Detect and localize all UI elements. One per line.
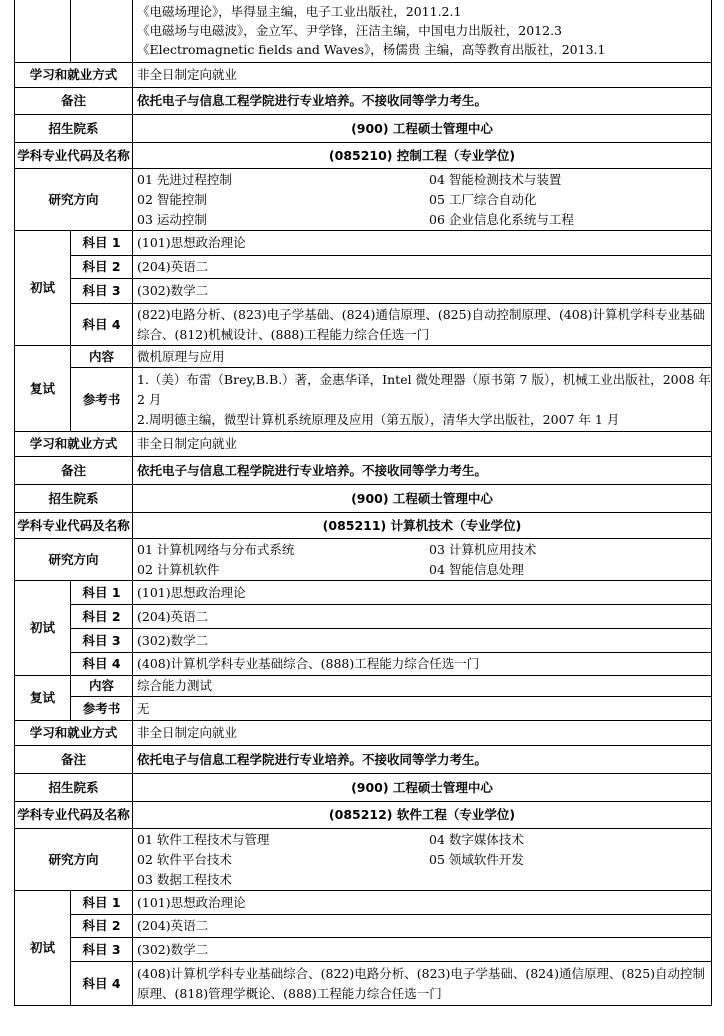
prev-reference-row <box>15 0 712 63</box>
reference-book: 1.（美）布雷（Brey,B.B.）著，金惠华译，Intel 微处理器（原书第 7 版），机械工业出版社，2008 年 2 月 <box>137 371 711 407</box>
reference-book: 2.周明德主编，微型计算机系统原理及应用（第五版），清华大学出版社，2007 年 1 月 <box>137 411 620 427</box>
directions-row <box>15 169 712 231</box>
subject1-row <box>15 581 712 605</box>
subject4-row <box>15 653 712 676</box>
subject1-label: 科目 1 <box>71 581 133 605</box>
study-mode-label: 学习和就业方式 <box>15 63 133 88</box>
study-mode-value: 非全日制定向就业 <box>133 721 712 746</box>
retest-content-row <box>15 346 712 368</box>
subject3-label: 科目 3 <box>71 629 133 653</box>
retest-content-value: 综合能力测试 <box>133 676 712 697</box>
retest-books-value <box>133 368 712 432</box>
reference-label: 参考书 <box>71 697 133 721</box>
college-value: (900) 工程硕士管理中心 <box>133 485 712 513</box>
content-label: 内容 <box>71 346 133 368</box>
subject2-value: (204)英语二 <box>133 605 712 629</box>
directions-label: 研究方向 <box>15 169 133 231</box>
subject4-value: (408)计算机学科专业基础综合、(888)工程能力综合任选一门 <box>133 653 712 676</box>
prev-remark-row <box>15 88 712 115</box>
study-mode-value: 非全日制定向就业 <box>133 432 712 457</box>
reference-label: 参考书 <box>71 368 133 432</box>
subject1-value: (101)思想政治理论 <box>133 891 712 915</box>
study-mode-label: 学习和就业方式 <box>15 432 133 457</box>
direction-item: 02 软件平台技术 <box>137 851 232 867</box>
college-row <box>15 115 712 143</box>
direction-item: 02 计算机软件 <box>137 561 220 577</box>
college-row <box>15 485 712 513</box>
directions-label: 研究方向 <box>15 539 133 581</box>
retest-label: 复试 <box>15 676 71 721</box>
direction-item: 03 运动控制 <box>137 211 207 227</box>
retest-books-row <box>15 368 712 432</box>
subject4-value: (822)电路分析、(823)电子学基础、(824)通信原理、(825)自动控制原理、(408)计算机学科专业基础综合、(812)机械设计、(888)工程能力综合任选一门 <box>133 304 712 346</box>
subject2-label: 科目 2 <box>71 256 133 279</box>
direction-item: 03 数据工程技术 <box>137 871 232 887</box>
direction-item: 03 计算机应用技术 <box>429 541 537 557</box>
direction-item: 04 智能检测技术与装置 <box>429 171 562 187</box>
remark-value: 依托电子与信息工程学院进行专业培养。不接收同等学力考生。 <box>133 88 712 115</box>
subject2-label: 科目 2 <box>71 605 133 629</box>
content-label: 内容 <box>71 676 133 697</box>
subject3-value: (302)数学二 <box>133 279 712 304</box>
subject2-row <box>15 605 712 629</box>
remark-value: 依托电子与信息工程学院进行专业培养。不接收同等学力考生。 <box>133 746 712 774</box>
prev-reference-books: 《电磁场理论》，毕得显主编，电子工业出版社，2011.2.1 《电磁场与电磁波》，金立军、尹学锋，汪洁主编，中国电力出版社，2012.3 《Electromagnetic fields and Waves》，杨儒贵 主编，高等教育出版社，2013.1 <box>133 0 712 63</box>
directions-row <box>15 829 712 891</box>
direction-item: 01 软件工程技术与管理 <box>137 831 270 847</box>
blank-cell <box>71 0 133 63</box>
admission-table <box>14 0 712 1006</box>
college-label: 招生院系 <box>15 115 133 143</box>
study-mode-row <box>15 721 712 746</box>
prelim-label: 初试 <box>15 231 71 346</box>
study-mode-row <box>15 432 712 457</box>
college-value: (900) 工程硕士管理中心 <box>133 115 712 143</box>
retest-books-value: 无 <box>133 697 712 721</box>
major-value: (085211) 计算机技术（专业学位) <box>133 513 712 539</box>
subject1-label: 科目 1 <box>71 891 133 915</box>
subject4-row <box>15 304 712 346</box>
direction-item: 04 数字媒体技术 <box>429 831 524 847</box>
study-mode-value: 非全日制定向就业 <box>133 63 712 88</box>
college-label: 招生院系 <box>15 774 133 802</box>
directions-label: 研究方向 <box>15 829 133 891</box>
retest-content-value: 微机原理与应用 <box>133 346 712 368</box>
major-row <box>15 143 712 169</box>
blank-cell <box>15 0 71 63</box>
directions-list <box>133 829 712 891</box>
subject1-row <box>15 231 712 256</box>
study-mode-label: 学习和就业方式 <box>15 721 133 746</box>
subject4-label: 科目 4 <box>71 653 133 676</box>
subject4-value: (408)计算机学科专业基础综合、(822)电路分析、(823)电子学基础、(824)通信原理、(825)自动控制原理、(818)管理学概论、(888)工程能力综合任选一门 <box>133 962 712 1006</box>
subject3-label: 科目 3 <box>71 279 133 304</box>
subject1-label: 科目 1 <box>71 231 133 256</box>
remark-label: 备注 <box>15 746 133 774</box>
major-code-label: 学科专业代码及名称 <box>15 513 133 539</box>
subject3-row <box>15 279 712 304</box>
subject3-row <box>15 629 712 653</box>
direction-item: 02 智能控制 <box>137 191 207 207</box>
remark-row <box>15 457 712 485</box>
subject2-row <box>15 256 712 279</box>
prev-study-mode-row <box>15 63 712 88</box>
subject1-value: (101)思想政治理论 <box>133 231 712 256</box>
directions-row <box>15 539 712 581</box>
subject2-value: (204)英语二 <box>133 915 712 938</box>
subject3-row <box>15 938 712 962</box>
direction-item: 05 领域软件开发 <box>429 851 524 867</box>
major-row <box>15 513 712 539</box>
college-row <box>15 774 712 802</box>
prelim-label: 初试 <box>15 581 71 676</box>
subject1-row <box>15 891 712 915</box>
remark-label: 备注 <box>15 88 133 115</box>
subject3-label: 科目 3 <box>71 938 133 962</box>
remark-row <box>15 746 712 774</box>
major-row <box>15 802 712 829</box>
major-code-label: 学科专业代码及名称 <box>15 802 133 829</box>
direction-item: 01 先进过程控制 <box>137 171 232 187</box>
direction-item: 06 企业信息化系统与工程 <box>429 211 574 227</box>
subject1-value: (101)思想政治理论 <box>133 581 712 605</box>
subject2-row <box>15 915 712 938</box>
college-label: 招生院系 <box>15 485 133 513</box>
retest-label: 复试 <box>15 346 71 432</box>
major-value: (085212) 软件工程（专业学位) <box>133 802 712 829</box>
subject3-value: (302)数学二 <box>133 938 712 962</box>
major-value: (085210) 控制工程（专业学位) <box>133 143 712 169</box>
direction-item: 05 工厂综合自动化 <box>429 191 537 207</box>
subject4-label: 科目 4 <box>71 304 133 346</box>
subject4-label: 科目 4 <box>71 962 133 1006</box>
major-code-label: 学科专业代码及名称 <box>15 143 133 169</box>
direction-item: 04 智能信息处理 <box>429 561 524 577</box>
directions-list <box>133 539 712 581</box>
remark-label: 备注 <box>15 457 133 485</box>
direction-item <box>429 870 711 890</box>
subject3-value: (302)数学二 <box>133 629 712 653</box>
directions-list <box>133 169 712 231</box>
retest-content-row <box>15 676 712 697</box>
subject2-value: (204)英语二 <box>133 256 712 279</box>
subject4-row <box>15 962 712 1006</box>
direction-item: 01 计算机网络与分布式系统 <box>137 541 295 557</box>
remark-value: 依托电子与信息工程学院进行专业培养。不接收同等学力考生。 <box>133 457 712 485</box>
college-value: (900) 工程硕士管理中心 <box>133 774 712 802</box>
subject2-label: 科目 2 <box>71 915 133 938</box>
prelim-label: 初试 <box>15 891 71 1006</box>
retest-books-row <box>15 697 712 721</box>
